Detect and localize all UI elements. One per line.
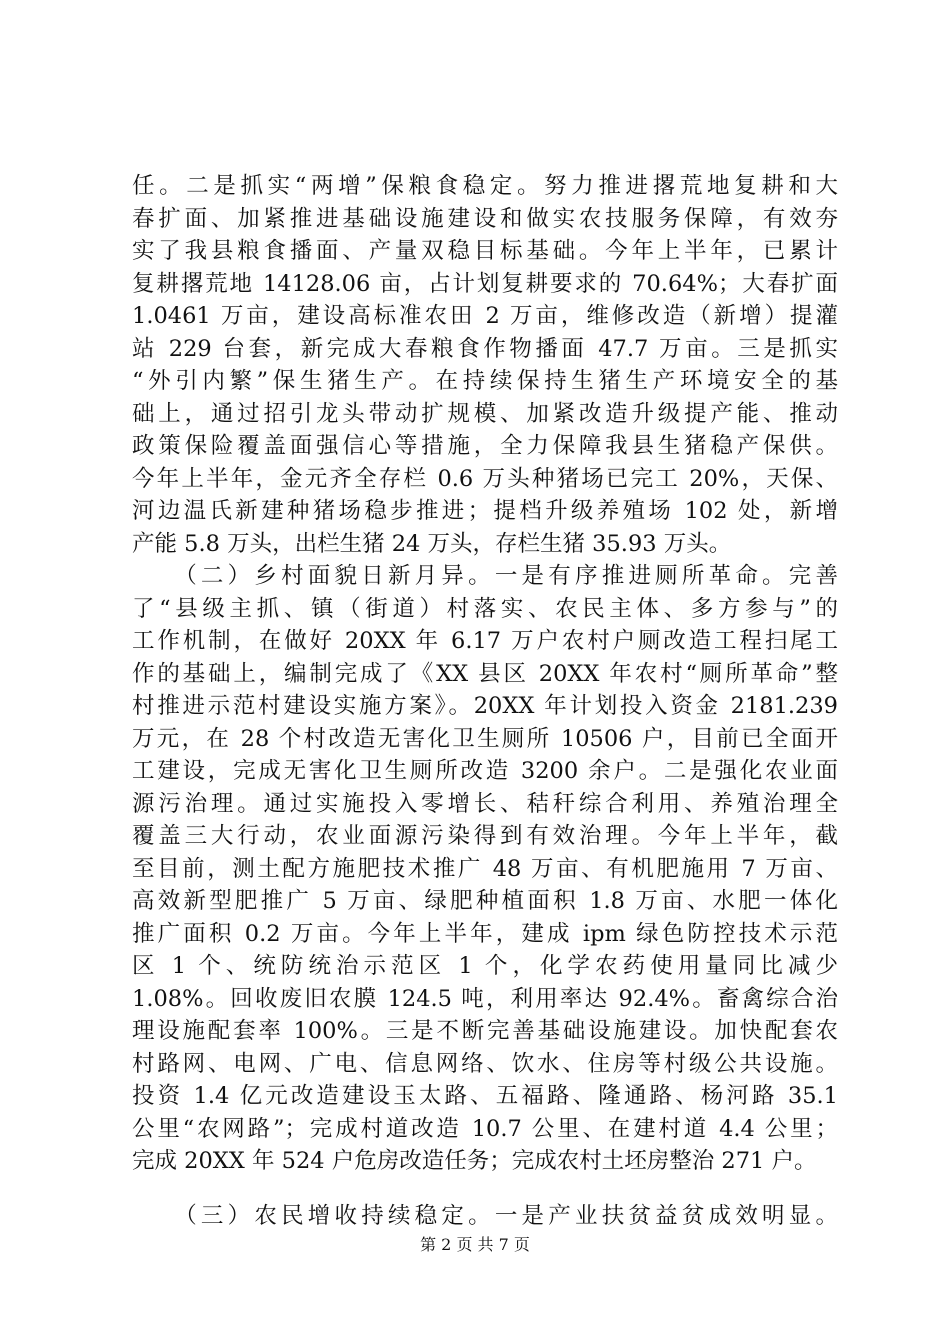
text-line: 村路网、电网、广电、信息网络、饮水、住房等村级公共设施。	[132, 1050, 838, 1077]
text-line: 源污治理。通过实施投入零增长、秸秆综合利用、养殖治理全	[132, 790, 838, 817]
text-line: 至目前，测土配方施肥技术推广 48 万亩、有机肥施用 7 万亩、	[132, 855, 838, 882]
paragraph-gap	[132, 1178, 838, 1200]
text-line: 今年上半年，金元齐全存栏 0.6 万头种猪场已完工 20%，天保、	[132, 465, 838, 492]
text-line: 区 1 个、统防统治示范区 1 个，化学农药使用量同比减少	[132, 953, 838, 979]
text-line: （三）农民增收持续稳定。一是产业扶贫益贫成效明显。	[132, 1202, 838, 1229]
page-footer: 第 2 页 共 7 页	[420, 1235, 530, 1254]
text-line: 础上，通过招引龙头带动扩规模、加紧改造升级提产能、推动	[132, 400, 838, 427]
text-line: 河边温氏新建种猪场稳步推进；提档升级养殖场 102 处，新增	[132, 498, 838, 524]
text-line: 1.0461 万亩，建设高标准农田 2 万亩，维修改造（新增）提灌	[132, 303, 838, 329]
paragraph-three	[132, 1200, 838, 1233]
text-line: 村推进示范村建设实施方案》。20XX 年计划投入资金 2181.239	[132, 693, 838, 719]
text-line: 1.08%。回收废旧农膜 124.5 吨，利用率达 92.4%。畜禽综合治	[132, 985, 838, 1012]
text-line: 投资 1.4 亿元改造建设玉太路、五福路、隆通路、杨河路 35.1	[132, 1083, 838, 1109]
text-line: 覆盖三大行动，农业面源污染得到有效治理。今年上半年，截	[132, 823, 838, 849]
text-line: 站 229 台套，新完成大春粮食作物播面 47.7 万亩。三是抓实	[132, 335, 838, 362]
text-line: 万元，在 28 个村改造无害化卫生厕所 10506 户，目前已全面开	[132, 725, 838, 752]
text-line: 工建设，完成无害化卫生厕所改造 3200 余户。二是强化农业面	[132, 758, 838, 784]
text-line: 春扩面、加紧推进基础设施建设和做实农技服务保障，有效夯	[132, 205, 838, 232]
text-line: 任。二是抓实“两增”保粮食稳定。努力推进撂荒地复耕和大	[132, 173, 838, 199]
text-line: 完成 20XX 年 524 户危房改造任务；完成农村土坯房整治 271 户。	[132, 1148, 817, 1174]
document-body	[132, 170, 838, 1232]
text-line: 高效新型肥推广 5 万亩、绿肥种植面积 1.8 万亩、水肥一体化	[132, 888, 838, 914]
text-line: 实了我县粮食播面、产量双稳目标基础。今年上半年，已累计	[132, 238, 838, 264]
text-line: 政策保险覆盖面强信心等措施，全力保障我县生猪稳产保供。	[132, 433, 838, 459]
text-line: （二）乡村面貌日新月异。一是有序推进厕所革命。完善	[132, 563, 838, 589]
text-line: 工作机制，在做好 20XX 年 6.17 万户农村户厕改造工程扫尾工	[132, 628, 838, 654]
text-line: 产能 5.8 万头，出栏生猪 24 万头，存栏生猪 35.93 万头。	[132, 530, 732, 557]
paragraph-one	[132, 170, 838, 560]
text-line: 了“县级主抓、镇（街道）村落实、农民主体、多方参与”的	[132, 595, 838, 622]
text-line: “外引内繁”保生猪生产。在持续保持生猪生产环境安全的基	[132, 368, 838, 394]
text-line: 理设施配套率 100%。三是不断完善基础设施建设。加快配套农	[132, 1018, 838, 1044]
text-line: 作的基础上，编制完成了《XX 县区 20XX 年农村“厕所革命”整	[132, 660, 838, 687]
text-line: 复耕撂荒地 14128.06 亩，占计划复耕要求的 70.64%；大春扩面	[132, 270, 838, 297]
text-line: 公里“农网路”；完成村道改造 10.7 公里、在建村道 4.4 公里；	[132, 1115, 838, 1142]
paragraph-two	[132, 560, 838, 1178]
text-line: 推广面积 0.2 万亩。今年上半年，建成 ipm 绿色防控技术示范	[132, 920, 838, 947]
